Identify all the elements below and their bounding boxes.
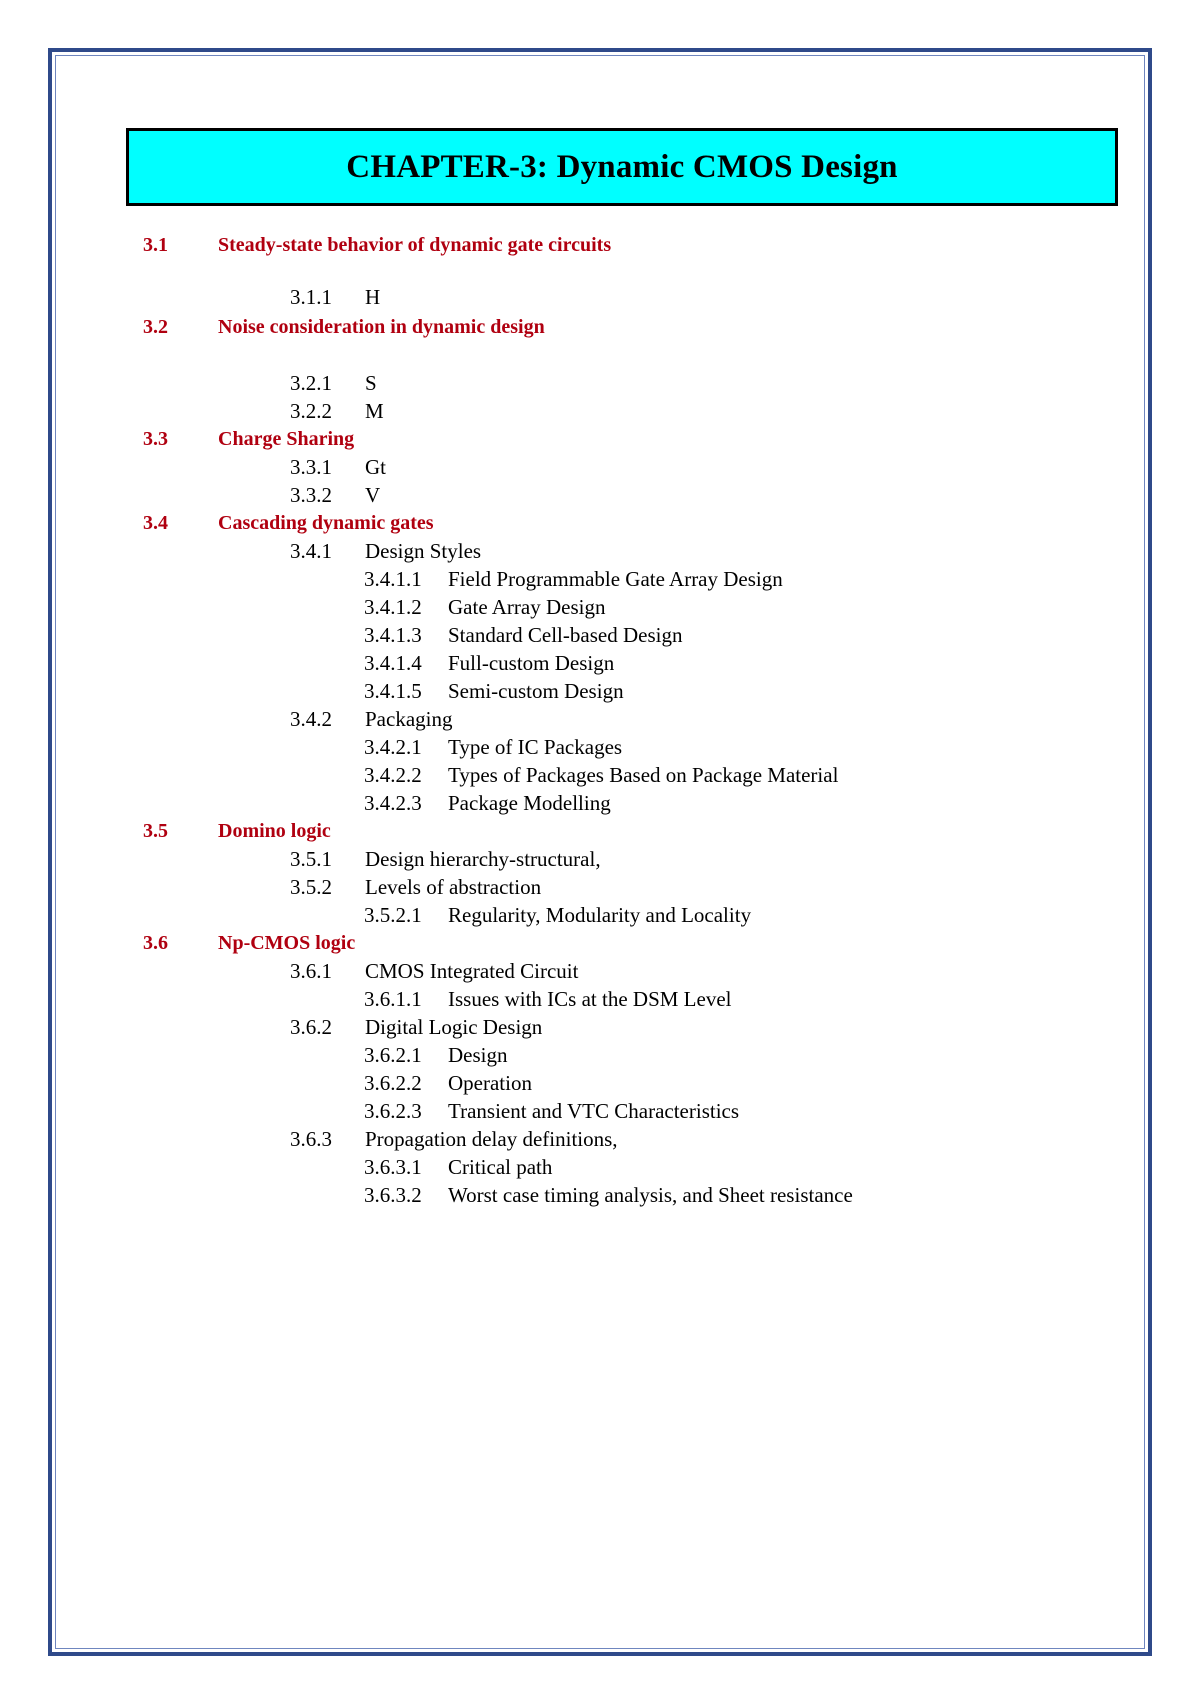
toc-entry-title: CMOS Integrated Circuit bbox=[365, 959, 579, 983]
toc-entry-number: 3.5 bbox=[143, 820, 168, 842]
toc-entry-number: 3.1 bbox=[143, 234, 168, 256]
toc-entry-title: Transient and VTC Characteristics bbox=[448, 1099, 740, 1123]
toc-entry-title: Field Programmable Gate Array Design bbox=[448, 567, 783, 591]
toc-entry-number: 3.2 bbox=[143, 316, 168, 338]
toc-entry-title: Charge Sharing bbox=[218, 428, 355, 450]
toc-entry-title: Domino logic bbox=[218, 820, 331, 842]
toc-entry-number: 3.6.1 bbox=[290, 959, 332, 983]
toc-entry-number: 3.6.3.1 bbox=[364, 1155, 422, 1179]
toc-entry-number: 3.4.2.1 bbox=[364, 735, 422, 759]
toc-entry-number: 3.6.2.2 bbox=[364, 1071, 422, 1095]
toc-entry-number: 3.4.1.4 bbox=[364, 651, 422, 675]
chapter-title: CHAPTER-3: Dynamic CMOS Design bbox=[346, 148, 898, 185]
toc-entry-title: Noise consideration in dynamic design bbox=[218, 316, 545, 338]
toc-entry-number: 3.5.1 bbox=[290, 847, 332, 871]
toc-entry-title: Issues with ICs at the DSM Level bbox=[448, 987, 732, 1011]
toc-entry-title: S bbox=[365, 371, 377, 395]
toc-entry-number: 3.6.3.2 bbox=[364, 1183, 422, 1207]
toc-entry-number: 3.3.1 bbox=[290, 455, 332, 479]
toc-entry-title: Gt bbox=[365, 455, 386, 479]
toc-entry-title: Types of Packages Based on Package Material bbox=[448, 763, 839, 787]
toc-entry-number: 3.4.2.2 bbox=[364, 763, 422, 787]
toc-entry-number: 3.3 bbox=[143, 428, 168, 450]
toc-entry-title: M bbox=[365, 399, 384, 423]
toc-entry-title: Design Styles bbox=[365, 539, 482, 563]
toc-entry-number: 3.6.3 bbox=[290, 1127, 332, 1151]
toc-entry-title: Digital Logic Design bbox=[365, 1015, 543, 1039]
toc-entry-title: Worst case timing analysis, and Sheet resistance bbox=[448, 1183, 853, 1207]
toc-entry-number: 3.4 bbox=[143, 512, 168, 534]
toc-entry-title: Packaging bbox=[365, 707, 453, 731]
toc-entry-title: Design hierarchy-structural, bbox=[365, 847, 601, 871]
toc-entry-number: 3.4.1 bbox=[290, 539, 332, 563]
toc-entry-title: Propagation delay definitions, bbox=[365, 1127, 618, 1151]
toc-entry-title: V bbox=[365, 483, 381, 507]
toc-entry-title: Design bbox=[448, 1043, 508, 1067]
toc-entry-title: Critical path bbox=[448, 1155, 553, 1179]
toc-entry-title: Np-CMOS logic bbox=[218, 932, 356, 954]
toc-entry-number: 3.1.1 bbox=[290, 285, 332, 309]
toc-entry-number: 3.5.2 bbox=[290, 875, 332, 899]
toc-entry-title: Semi-custom Design bbox=[448, 679, 624, 703]
toc-entry-title: Levels of abstraction bbox=[365, 875, 542, 899]
toc-entry-number: 3.2.2 bbox=[290, 399, 332, 423]
toc-entry-title: Steady-state behavior of dynamic gate circuits bbox=[218, 234, 612, 256]
toc-entry-title: Type of IC Packages bbox=[448, 735, 623, 759]
chapter-header-box bbox=[126, 128, 1118, 206]
toc-entry-number: 3.3.2 bbox=[290, 483, 332, 507]
toc-entry-number: 3.4.1.5 bbox=[364, 679, 422, 703]
toc-entry-number: 3.2.1 bbox=[290, 371, 332, 395]
toc-entry-number: 3.6.2.3 bbox=[364, 1099, 422, 1123]
toc-entry-number: 3.4.2.3 bbox=[364, 791, 422, 815]
toc-entry-title: Cascading dynamic gates bbox=[218, 512, 434, 534]
toc-entry-number: 3.6 bbox=[143, 932, 168, 954]
toc-entry-number: 3.6.2 bbox=[290, 1015, 332, 1039]
toc-entry-title: Package Modelling bbox=[448, 791, 611, 815]
toc-entry-number: 3.4.1.3 bbox=[364, 623, 422, 647]
toc-entry-number: 3.6.1.1 bbox=[364, 987, 422, 1011]
toc-entry-title: Operation bbox=[448, 1071, 532, 1095]
toc-entry-number: 3.4.1.2 bbox=[364, 595, 422, 619]
toc-entry-title: Regularity, Modularity and Locality bbox=[448, 903, 752, 927]
toc-entry-number: 3.4.1.1 bbox=[364, 567, 422, 591]
toc-entry-number: 3.4.2 bbox=[290, 707, 332, 731]
toc-entry-title: H bbox=[365, 285, 381, 309]
toc-entry-number: 3.5.2.1 bbox=[364, 903, 422, 927]
toc-entry-number: 3.6.2.1 bbox=[364, 1043, 422, 1067]
toc-entry-title: Full-custom Design bbox=[448, 651, 615, 675]
toc-entry-title: Standard Cell-based Design bbox=[448, 623, 683, 647]
toc-entry-title: Gate Array Design bbox=[448, 595, 606, 619]
